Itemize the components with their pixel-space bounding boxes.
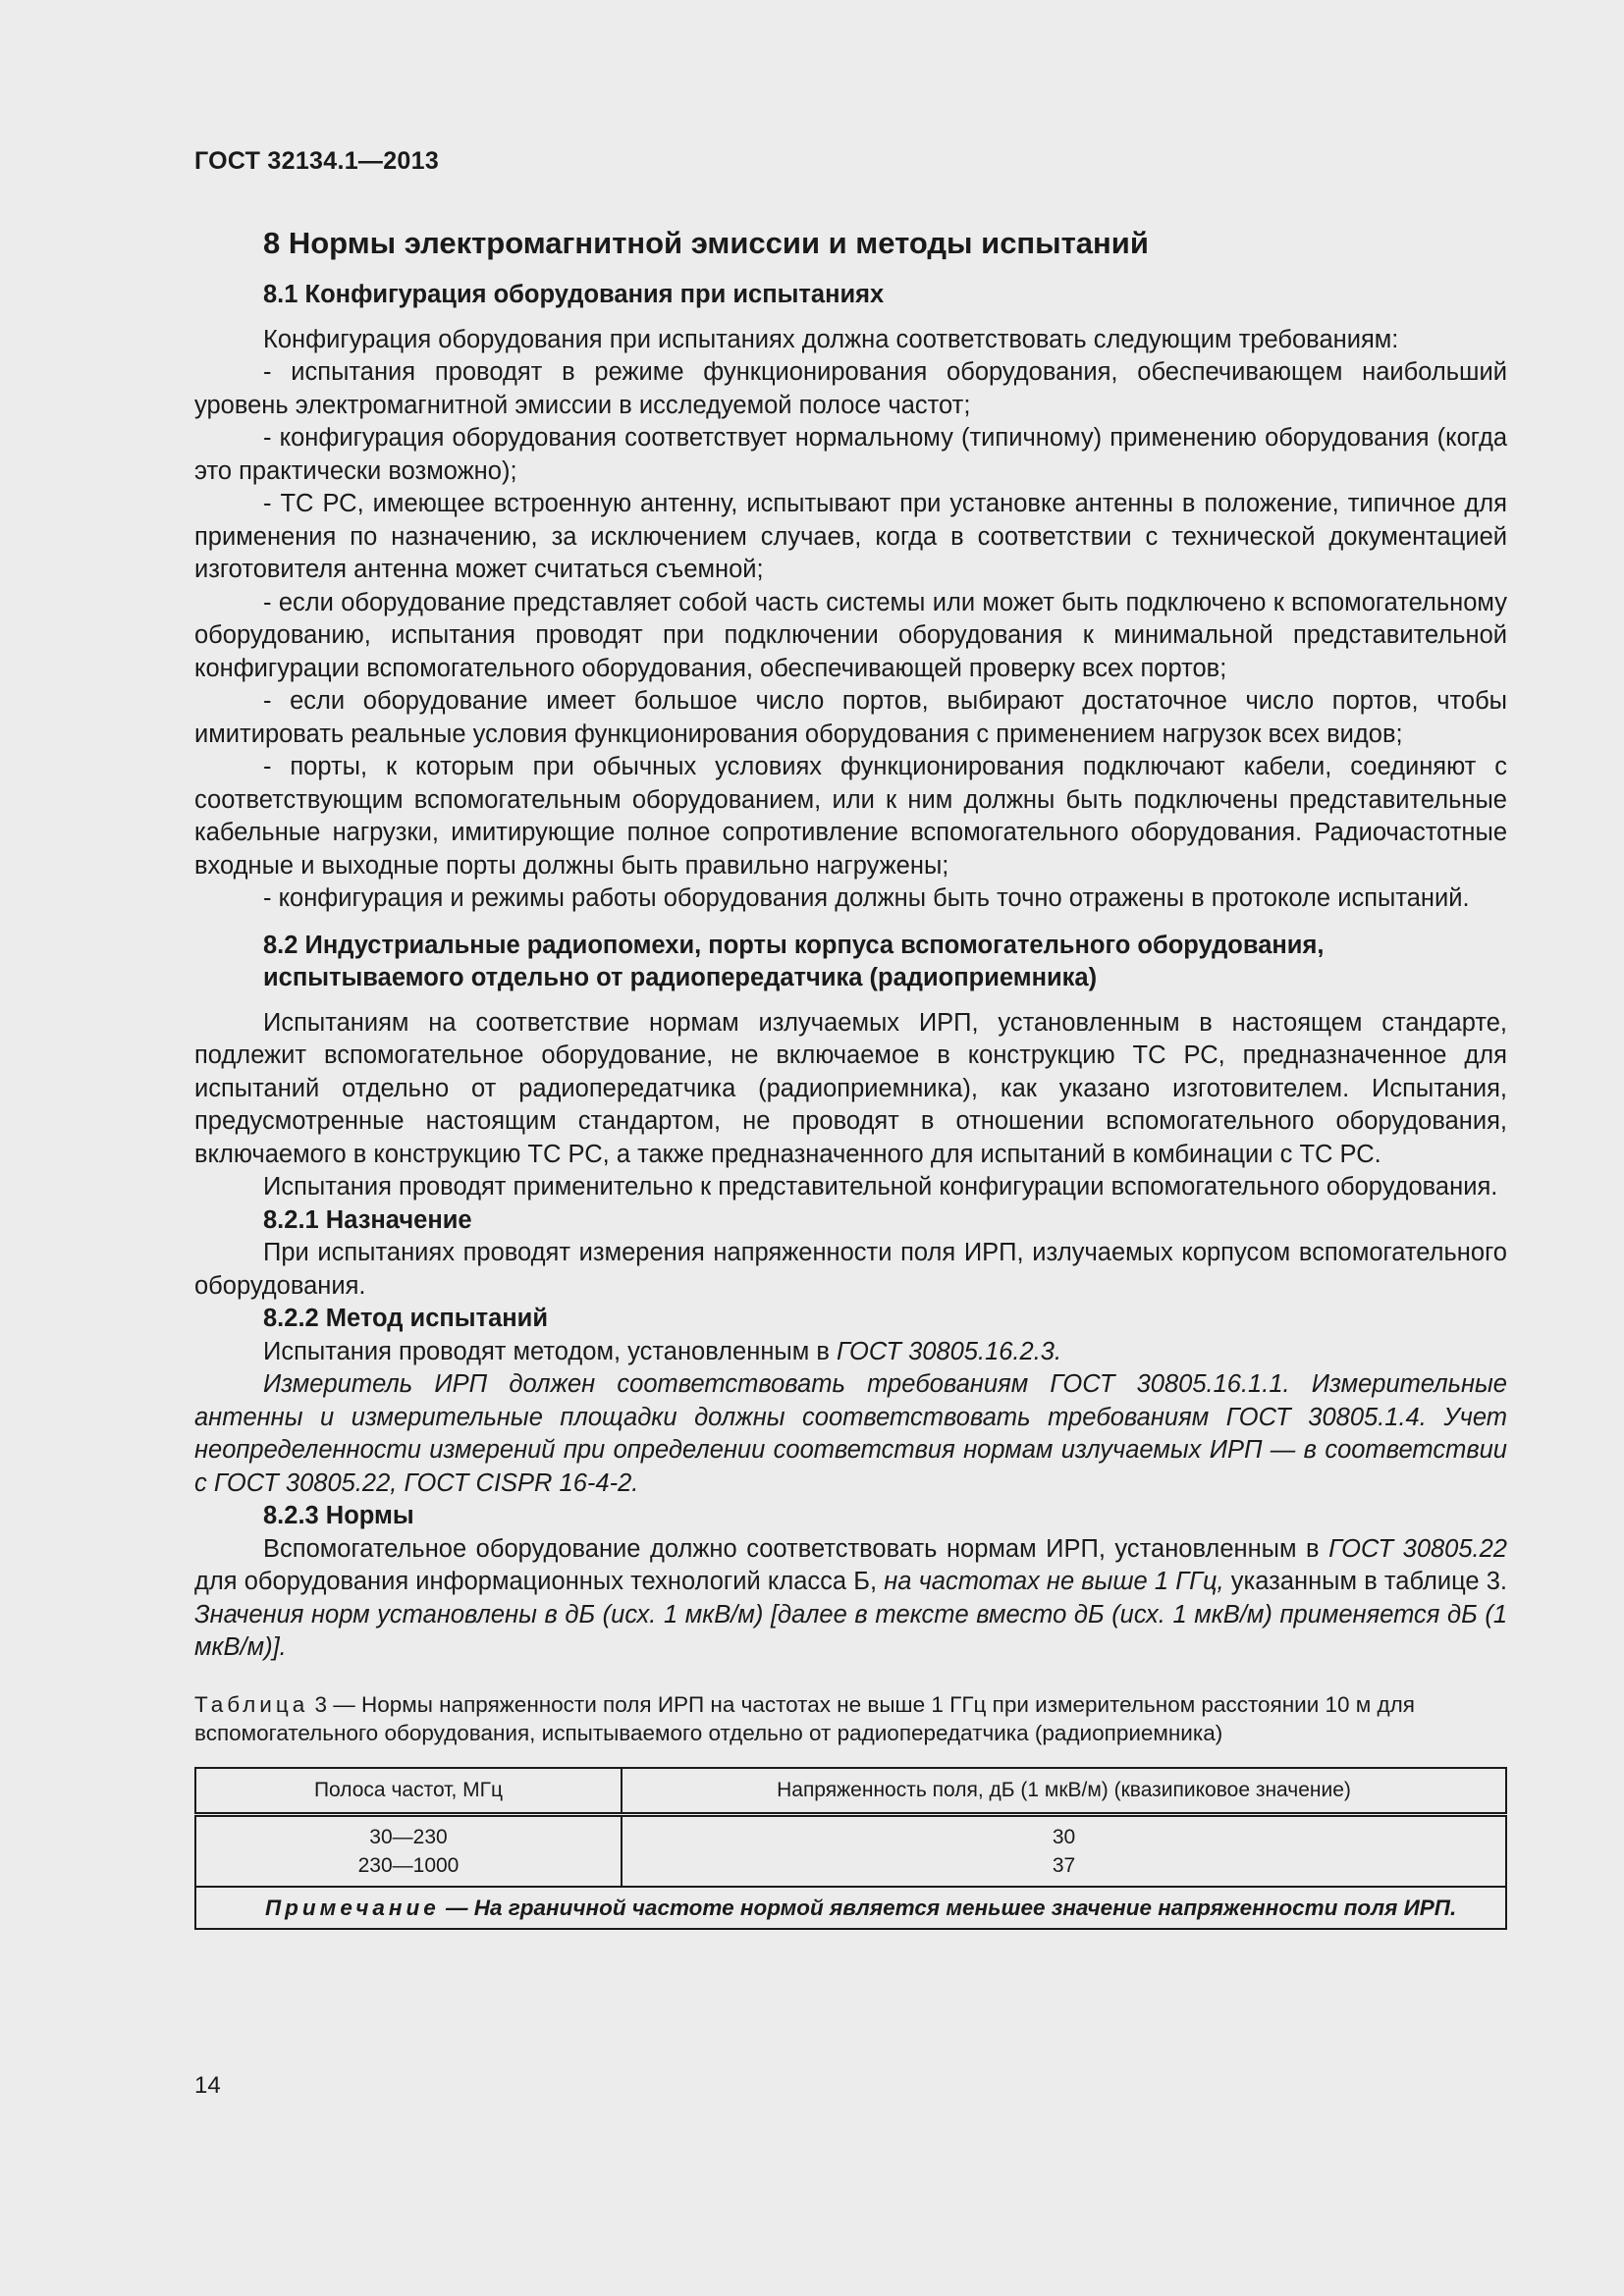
document-header: ГОСТ 32134.1—2013 xyxy=(194,147,440,175)
list-item: - если оборудование имеет большое число портов, выбирают достаточное число портов, чтобы имитировать реальные условия функционирования оборудования с применением нагрузок всех видов; xyxy=(194,687,1507,748)
band-value: 30—230 xyxy=(369,1825,448,1848)
reference: ГОСТ 30805.22 xyxy=(1328,1534,1507,1563)
paragraph xyxy=(194,1336,1507,1369)
paragraph: При испытаниях проводят измерения напряженности поля ИРП, излучаемых корпусом вспомогательного оборудования. xyxy=(194,1239,1507,1300)
note-text: — На граничной частоте нормой является меньшее значение напряженности поля ИРП. xyxy=(439,1895,1457,1920)
text-run: Испытания проводят методом, установленным в xyxy=(263,1337,837,1365)
text-run: указанным в таблице 3. xyxy=(1223,1568,1507,1595)
text-run: Значения норм установлены в дБ (исх. 1 мкВ/м) [далее в тексте вместо дБ (исх. 1 мкВ/м) применяется дБ (1 мкВ/м)]. xyxy=(194,1600,1507,1661)
subsection-8-2-title xyxy=(194,930,1507,995)
subsection-8-1-title: 8.1 Конфигурация оборудования при испытаниях xyxy=(263,281,885,308)
text-run: для оборудования информационных технологий класса Б, xyxy=(194,1568,885,1595)
text-run: Вспомогательное оборудование должно соответствовать нормам ИРП, установленным в xyxy=(263,1534,1329,1563)
list-item: - конфигурация оборудования соответствует нормальному (типичному) применению оборудования (когда это практически возможно); xyxy=(194,424,1507,485)
field-strength-value: 37 xyxy=(1052,1853,1076,1877)
subsection-8-2-3-title: 8.2.3 Нормы xyxy=(263,1502,414,1529)
note-label: Примечание xyxy=(265,1895,440,1920)
text-run: на частотах не выше 1 ГГц, xyxy=(884,1568,1224,1595)
list-item: - ТС РС, имеющее встроенную антенну, испытывают при установке антенны в положение, типичное для применения по назначению, за исключением случаев, когда в соответствии с технической документацией изготовителя антенна может считаться съемной; xyxy=(194,490,1507,583)
table-caption-text: 3 — Нормы напряженности поля ИРП на частотах не выше 1 ГГц при измерительном расстоянии 10 м для вспомогательного оборудования, испытываемого отдельно от радиопередатчика (радиоприемника) xyxy=(194,1691,1415,1745)
paragraph xyxy=(194,1533,1507,1665)
list-item: - если оборудование представляет собой часть системы или может быть подключено к вспомогательному оборудованию, испытания проводят при подключении оборудования к минимальной представительной конфигурации вспомогательного оборудования, обеспечивающей проверку всех портов; xyxy=(194,588,1507,682)
column-header: Полоса частот, МГц xyxy=(195,1768,622,1815)
list-item: - испытания проводят в режиме функционирования оборудования, обеспечивающем наибольший уровень электромагнитной эмиссии в исследуемой полосе частот; xyxy=(194,358,1507,419)
document-body xyxy=(194,220,1507,1930)
subsection-8-2-2-title: 8.2.2 Метод испытаний xyxy=(263,1305,549,1332)
list-item: - порты, к которым при обычных условиях функционирования подключают кабели, соединяют с соответствующим вспомогательным оборудованием, или к ним должны быть подключены представительные кабельные нагрузки, имитирующие полное сопротивление вспомогательного оборудования. Радиочастотные входные и выходные порты должны быть правильно нагружены; xyxy=(194,753,1507,880)
subsection-8-2-1-title: 8.2.1 Назначение xyxy=(263,1205,472,1234)
paragraph: Испытания проводят применительно к представительной конфигурации вспомогательного оборудования. xyxy=(263,1173,1498,1201)
list-item: - конфигурация и режимы работы оборудования должны быть точно отражены в протоколе испытаний. xyxy=(263,884,1470,912)
table-row xyxy=(195,1814,1506,1887)
table-note xyxy=(195,1887,1506,1929)
reference: ГОСТ 30805.16.2.3. xyxy=(836,1337,1062,1365)
section-title: 8 Нормы электромагнитной эмиссии и методы испытаний xyxy=(263,226,1149,260)
page-number: 14 xyxy=(194,2072,221,2099)
table-cell xyxy=(195,1814,622,1887)
table-note-row xyxy=(195,1887,1506,1929)
subsection-8-2-title-line2: испытываемого отдельно от радиопередатчика (радиоприемника) xyxy=(263,964,1098,991)
paragraph: Конфигурация оборудования при испытаниях должна соответствовать следующим требованиям: xyxy=(263,325,1399,353)
table-caption xyxy=(194,1690,1507,1747)
table-cell xyxy=(622,1814,1506,1887)
column-header: Напряженность поля, дБ (1 мкВ/м) (квазипиковое значение) xyxy=(622,1768,1506,1815)
table-label: Таблица xyxy=(194,1691,309,1717)
field-strength-value: 30 xyxy=(1052,1825,1076,1848)
table-header-row xyxy=(195,1768,1506,1815)
subsection-8-2-title-line1: 8.2 Индустриальные радиопомехи, порты корпуса вспомогательного оборудования, xyxy=(263,931,1325,959)
norms-table xyxy=(194,1767,1507,1930)
paragraph: Испытаниям на соответствие нормам излучаемых ИРП, установленным в настоящем стандарте, подлежит вспомогательное оборудование, не включаемое в конструкцию ТС РС, предназначенное для испытаний отдельно от радиопередатчика (радиоприемника), как указано изготовителем. Испытания, предусмотренные настоящим стандартом, не проводят в отношении вспомогательного оборудования, включаемого в конструкцию ТС РС, а также предназначенного для испытаний в комбинации с ТС РС. xyxy=(194,1008,1507,1168)
text-run: Измеритель ИРП должен соответствовать требованиям ГОСТ 30805.16.1.1. Измерительные антенны и измерительные площадки должны соответствовать требованиям ГОСТ 30805.1.4. Учет неопределенности измерений при определении соответствия нормам излучаемых ИРП — в соответствии с ГОСТ 30805.22, ГОСТ CISPR 16-4-2. xyxy=(194,1370,1507,1497)
paragraph xyxy=(194,1368,1507,1500)
band-value: 230—1000 xyxy=(357,1853,460,1877)
